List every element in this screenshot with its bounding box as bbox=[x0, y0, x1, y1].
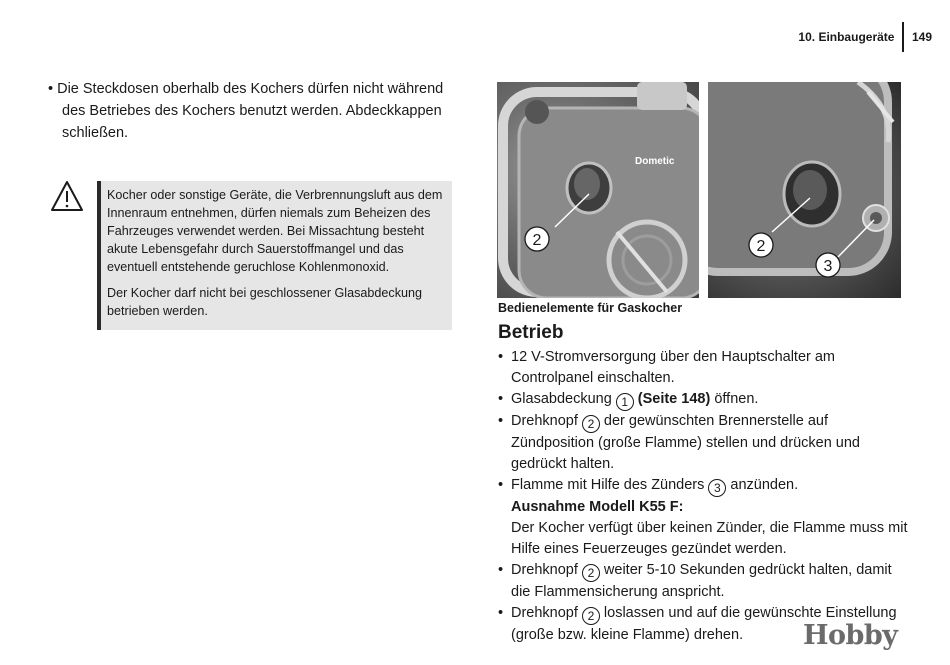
circled-number-2: 2 bbox=[582, 607, 600, 625]
item-text: Drehknopf bbox=[511, 605, 578, 621]
section-title: 10. Einbaugeräte bbox=[798, 30, 895, 44]
circled-number-2: 2 bbox=[582, 415, 600, 433]
bullet: • bbox=[498, 391, 504, 407]
circled-number-2: 2 bbox=[582, 564, 600, 582]
callout-2: 2 bbox=[532, 232, 542, 249]
list-item bbox=[498, 560, 908, 603]
item-text: der gewünschten Brennerstelle auf Zündposition (große Flamme) stellen und drücken und gedrückt halten. bbox=[511, 413, 860, 472]
bullet: • bbox=[498, 477, 504, 493]
exception-heading: Ausnahme Modell K55 F: bbox=[511, 499, 684, 515]
warning-box bbox=[97, 181, 452, 330]
bullet: • bbox=[498, 349, 504, 365]
bullet: • bbox=[498, 605, 504, 621]
dometic-logo: Dometic bbox=[635, 156, 675, 167]
item-text: 12 V-Stromversorgung über den Hauptschalter am Controlpanel einschalten. bbox=[511, 349, 836, 386]
callout-2-right: 2 bbox=[756, 238, 766, 255]
betrieb-section bbox=[498, 321, 908, 646]
bullet: • bbox=[498, 562, 504, 578]
list-item bbox=[498, 475, 908, 497]
item-text: weiter 5-10 Sekunden gedrückt halten, damit die Flammensicherung anspricht. bbox=[511, 562, 892, 600]
left-column bbox=[48, 78, 453, 144]
page-header bbox=[798, 22, 932, 52]
circled-number-1: 1 bbox=[616, 393, 634, 411]
warning-triangle-icon bbox=[50, 180, 84, 212]
bullet: • bbox=[498, 413, 504, 429]
item-text: Flamme mit Hilfe des Zünders bbox=[511, 477, 705, 493]
exception-text: Der Kocher verfügt über keinen Zünder, die Flamme muss mit Hilfe eines Feuerzeuges gezündet werden. bbox=[511, 520, 908, 557]
list-item bbox=[498, 389, 908, 411]
item-text: Glasabdeckung bbox=[511, 391, 612, 407]
item-text: loslassen und auf die gewünschte Einstellung (große bzw. kleine Flamme) drehen. bbox=[511, 605, 897, 643]
page-reference: (Seite 148) bbox=[637, 391, 711, 407]
item-text: Drehknopf bbox=[511, 562, 578, 578]
item-text: anzünden. bbox=[730, 477, 799, 493]
warning-paragraph-1: Kocher oder sonstige Geräte, die Verbrennungsluft aus dem Innenraum entnehmen, dürfen niemals zum Beheizen des Fahrzeuges verwendet werden. Bei Missachtung besteht akute Lebensgefahr durch Sauerstoffmangel und das eventuell entstehende geruchlose Kohlenmonoxid. bbox=[107, 188, 443, 274]
list-item bbox=[498, 347, 908, 389]
figure-caption: Bedienelemente für Gaskocher bbox=[498, 301, 683, 315]
callout-3: 3 bbox=[823, 258, 833, 275]
stove-photo-right bbox=[708, 82, 901, 298]
list-item bbox=[498, 411, 908, 475]
warning-paragraph-2: Der Kocher darf nicht bei geschlossener Glasabdeckung betrieben werden. bbox=[107, 286, 423, 318]
betrieb-heading: Betrieb bbox=[498, 322, 564, 343]
circled-number-3: 3 bbox=[708, 479, 726, 497]
page-number: 149 bbox=[911, 30, 932, 44]
stove-photo-left bbox=[497, 82, 699, 298]
item-text: öffnen. bbox=[710, 391, 759, 407]
item-text: Drehknopf bbox=[511, 413, 578, 429]
hobby-logo: Hobby bbox=[803, 620, 898, 651]
sockets-note: • Die Steckdosen oberhalb des Kochers dürfen nicht während des Betriebes des Kochers benutzt werden. Abdeckkappen schließen. bbox=[48, 81, 444, 141]
